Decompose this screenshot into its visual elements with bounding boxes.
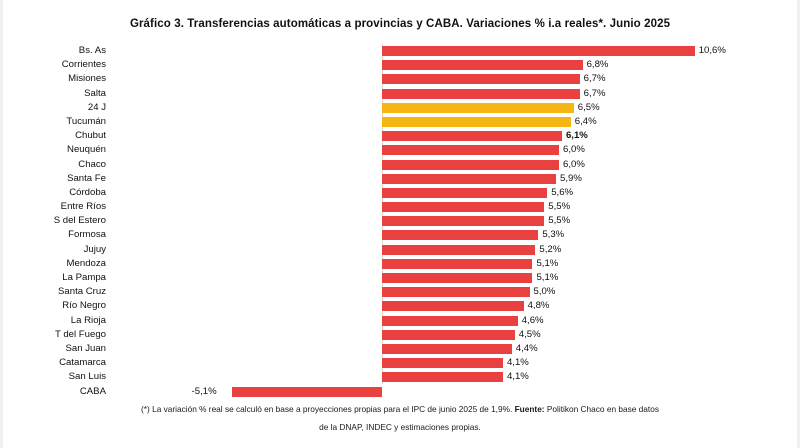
bar-row — [67, 143, 712, 157]
bar-row — [79, 385, 712, 399]
bar — [382, 230, 538, 240]
category-label: La Pampa — [62, 272, 106, 283]
bar-track — [112, 101, 712, 115]
bar-row — [62, 271, 712, 285]
bar-row — [65, 342, 712, 356]
category-label: San Juan — [65, 342, 106, 354]
bar-chart — [53, 44, 726, 397]
category-label: Río Negro — [62, 300, 106, 312]
bar-row — [70, 314, 712, 328]
category-label: Chubut — [75, 130, 106, 142]
bar-row — [59, 356, 712, 370]
category-label: 24 J — [87, 101, 106, 113]
category-label: Santa Cruz — [58, 286, 106, 298]
category-label: Chaco — [78, 158, 106, 170]
bar-value-label: 4,8% — [527, 300, 550, 312]
bar — [382, 160, 559, 170]
category-label: Santa Fe — [67, 172, 106, 184]
bar-track — [112, 143, 712, 157]
bar-row — [66, 257, 712, 271]
bar-value-label: 6,1% — [565, 130, 588, 142]
bar — [382, 301, 524, 311]
bar-track — [112, 271, 712, 285]
bar-row — [75, 129, 712, 143]
category-label: Bs. As — [78, 45, 106, 56]
bar-track — [112, 328, 712, 342]
bar — [382, 188, 547, 198]
bar-row — [68, 370, 712, 384]
footnote-source-label: Fuente: — [514, 404, 545, 414]
bar — [382, 259, 532, 269]
bar-value-label: 6,8% — [586, 59, 609, 71]
bar — [382, 117, 571, 127]
category-label: Córdoba — [69, 186, 106, 198]
bar-value-label: 4,5% — [518, 328, 541, 340]
bar-row — [54, 328, 712, 342]
bar — [382, 245, 535, 255]
bar-value-label: 4,6% — [521, 314, 544, 326]
bar-track — [112, 172, 712, 186]
bar-track — [112, 342, 712, 356]
category-label: La Rioja — [70, 314, 106, 326]
category-label: S del Estero — [53, 215, 106, 227]
bar-value-label: 6,0% — [563, 158, 585, 170]
bar-value-label: 10,6% — [698, 45, 726, 56]
bar — [382, 103, 574, 113]
bar-track — [112, 356, 712, 370]
bar-track — [112, 228, 712, 242]
category-label: Entre Ríos — [60, 201, 106, 213]
footnote-methodology-text: (*) La variación % real se calculó en base a proyecciones propias para el IPC de junio 2025 de 1,9%. — [141, 404, 515, 414]
bar-track — [112, 257, 712, 271]
bar-row — [61, 58, 712, 72]
bar-track — [112, 370, 712, 384]
bar-value-label: 4,1% — [506, 357, 529, 369]
chart-title: Gráfico 3. Transferencias automáticas a provincias y CABA. Variaciones % i.a reales*. Junio 2025 — [129, 18, 671, 30]
bar — [382, 46, 695, 56]
bar — [382, 174, 556, 184]
bar-track — [112, 314, 712, 328]
bar-track — [112, 72, 712, 86]
bar-row — [53, 214, 712, 228]
bar — [382, 358, 503, 368]
bar-track — [112, 299, 712, 313]
bar-value-label: 5,9% — [560, 172, 582, 184]
bar-row — [78, 44, 726, 58]
bar-value-label: 6,7% — [583, 87, 606, 99]
bar — [382, 60, 583, 70]
bar-track — [112, 158, 712, 172]
category-label: T del Fuego — [54, 328, 106, 340]
bar-track — [112, 200, 712, 214]
bar — [382, 330, 515, 340]
bar — [382, 316, 518, 326]
bar-value-label: 6,7% — [583, 73, 606, 85]
bar-track — [112, 129, 712, 143]
bar-value-label: 5,5% — [548, 215, 571, 227]
footnote-line-1 — [0, 404, 800, 414]
bar-value-label: 6,0% — [563, 144, 585, 156]
bar-row — [66, 115, 712, 129]
category-label: Neuquén — [67, 144, 106, 156]
bar — [382, 216, 544, 226]
category-label: CABA — [79, 385, 106, 397]
bar-value-label: 5,1% — [536, 272, 559, 283]
bar-track — [112, 214, 712, 228]
bar — [382, 273, 532, 283]
bar — [382, 74, 580, 84]
bar — [382, 145, 559, 155]
bar — [382, 202, 544, 212]
bar-row — [60, 200, 712, 214]
category-label: Salta — [84, 87, 106, 99]
bar-value-label: 4,4% — [515, 342, 538, 354]
bar-value-label: 5,2% — [539, 243, 562, 255]
bar-value-label: 5,0% — [533, 286, 556, 298]
footnote-source-text: Politikon Chaco en base datos — [544, 404, 659, 414]
bar-track — [112, 115, 712, 129]
category-label: Jujuy — [83, 243, 106, 255]
category-label: Formosa — [68, 229, 106, 241]
category-label: Mendoza — [66, 257, 106, 269]
bar-row — [68, 72, 712, 86]
bar-value-label: 5,3% — [542, 229, 565, 241]
bar-value-label: 5,5% — [548, 201, 571, 213]
bar — [382, 287, 530, 297]
bar-row — [62, 299, 712, 313]
bar — [382, 131, 562, 141]
bar-track — [112, 385, 712, 399]
bar-row — [87, 101, 712, 115]
bar-row — [69, 186, 712, 200]
bar — [382, 344, 512, 354]
bar — [382, 89, 580, 99]
bar-row — [83, 243, 712, 257]
category-label: Catamarca — [59, 357, 106, 369]
category-label: Corrientes — [61, 59, 106, 71]
bar-track — [112, 58, 712, 72]
bar-value-label: -5,1% — [191, 385, 217, 397]
category-label: San Luis — [68, 371, 106, 383]
bar-value-label: 5,6% — [551, 186, 574, 198]
bar-track — [112, 285, 712, 299]
bar-track — [112, 44, 726, 58]
bar — [382, 372, 503, 382]
bar-value-label: 5,1% — [536, 257, 559, 269]
bar-row — [67, 172, 712, 186]
bar-row — [68, 228, 712, 242]
category-label: Tucumán — [66, 115, 106, 127]
category-label: Misiones — [68, 73, 106, 85]
bar — [232, 387, 382, 397]
bar-track — [112, 87, 712, 101]
bar-track — [112, 186, 712, 200]
bar-value-label: 6,5% — [577, 101, 600, 113]
bar-value-label: 4,1% — [506, 371, 529, 383]
bar-row — [84, 87, 712, 101]
bar-row — [78, 158, 712, 172]
footnote-line-2: de la DNAP, INDEC y estimaciones propias. — [319, 422, 481, 432]
bar-row — [58, 285, 712, 299]
bar-value-label: 6,4% — [574, 115, 597, 127]
bar-track — [112, 243, 712, 257]
